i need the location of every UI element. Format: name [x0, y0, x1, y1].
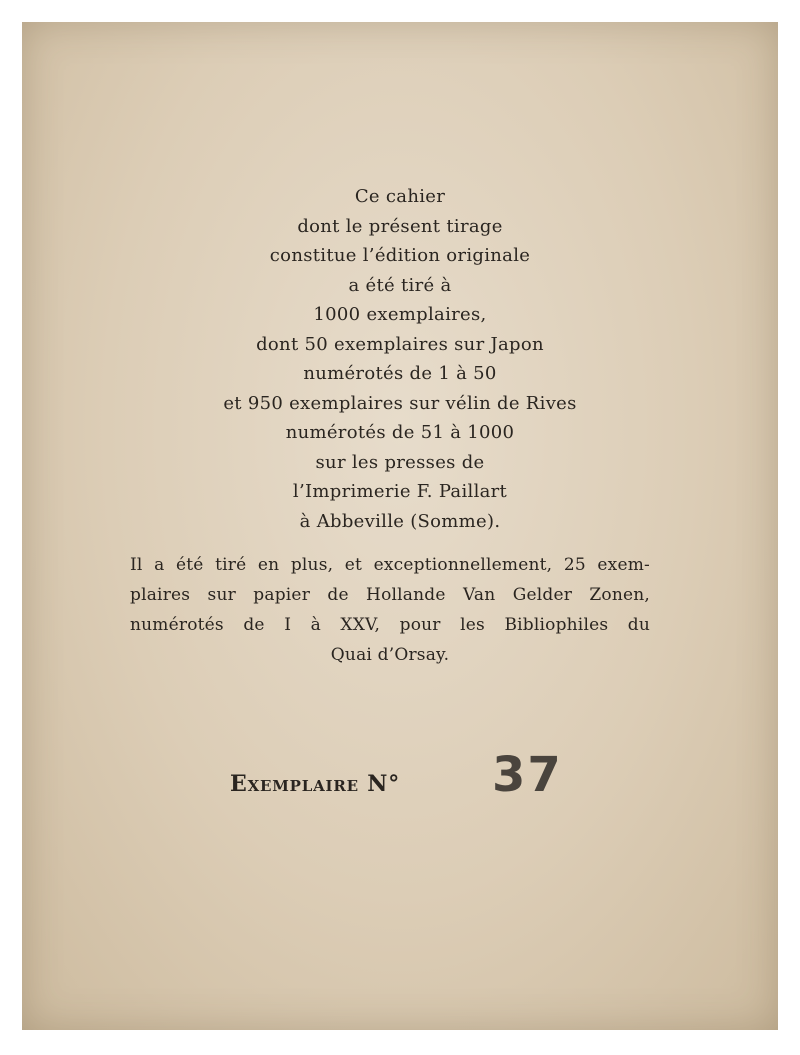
colophon-line: l’Imprimerie F. Paillart: [292, 481, 508, 502]
copy-number-block: [230, 747, 590, 807]
colophon-line: dont 50 exemplaires sur Japon: [256, 333, 544, 355]
colophon-line: numérotés de 51 à 1000: [285, 422, 515, 443]
colophon-line: a été tiré à: [348, 274, 452, 296]
note-line: Quai d’Orsay.: [330, 645, 450, 665]
colophon-text: [22, 182, 778, 536]
copy-label: Exemplaire N°: [230, 771, 400, 797]
colophon-line: constitue l’édition originale: [269, 245, 531, 266]
colophon-line: à Abbeville (Somme).: [299, 510, 501, 532]
colophon-line: Ce cahier: [354, 186, 446, 207]
colophon-line: sur les presses de: [315, 451, 485, 473]
book-page: [22, 22, 778, 1030]
copy-number-stamp: 37: [492, 747, 563, 803]
special-edition-note: [130, 550, 650, 670]
note-line: numérotés de I à XXV, pour les Bibliophiles du: [130, 615, 650, 635]
note-line: Il a été tiré en plus, et exceptionnellement, 25 exem-: [130, 555, 650, 575]
colophon-line: et 950 exemplaires sur vélin de Rives: [223, 392, 577, 414]
note-line: plaires sur papier de Hollande Van Gelder Zonen,: [130, 585, 650, 605]
colophon-line: numérotés de 1 à 50: [303, 363, 497, 384]
colophon-line: dont le présent tirage: [297, 215, 503, 237]
colophon-line: 1000 exemplaires,: [313, 304, 487, 325]
